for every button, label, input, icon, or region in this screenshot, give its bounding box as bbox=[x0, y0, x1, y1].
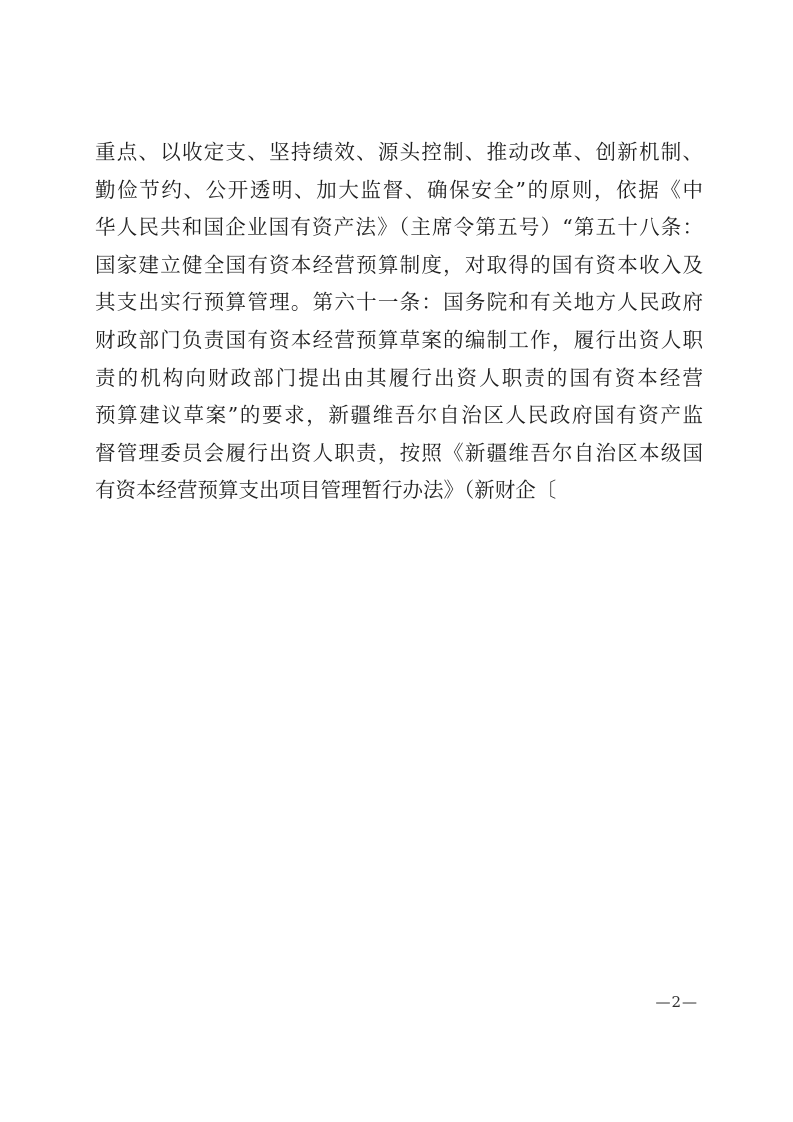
text-line: 责的机构向财政部门提出由其履行出资人职责的国有资本经营 bbox=[95, 365, 703, 390]
text-line: 预算建议草案”的要求，新疆维吾尔自治区人民政府国有资产监 bbox=[95, 403, 703, 428]
page-number: —2— bbox=[655, 993, 698, 1011]
text-line: 督管理委员会履行出资人职责，按照《新疆维吾尔自治区本级国 bbox=[95, 440, 703, 465]
text-line: 华人民共和国企业国有资产法》（主席令第五号）“第五十八条： bbox=[95, 215, 703, 240]
text-line: 其支出实行预算管理。第六十一条：国务院和有关地方人民政府 bbox=[95, 290, 703, 315]
document-body-text bbox=[95, 134, 703, 510]
text-line: 重点、以收定支、坚持绩效、源头控制、推动改革、创新机制、 bbox=[95, 140, 703, 164]
text-line: 勤俭节约、公开透明、加大监督、确保安全”的原则，依据《中 bbox=[95, 177, 703, 202]
text-line: 国家建立健全国有资本经营预算制度，对取得的国有资本收入及 bbox=[95, 252, 703, 277]
text-line: 有资本经营预算支出项目管理暂行办法》（新财企〔 bbox=[95, 478, 557, 503]
text-line: 财政部门负责国有资本经营预算草案的编制工作，履行出资人职 bbox=[95, 327, 703, 352]
